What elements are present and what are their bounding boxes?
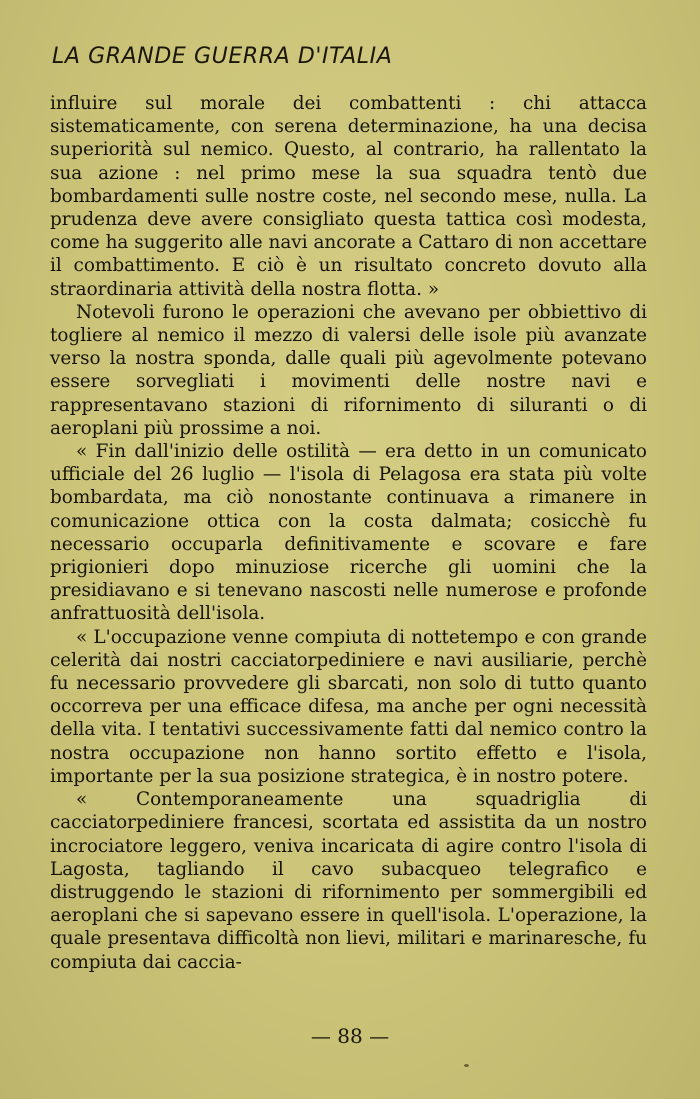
paper-speck xyxy=(464,1064,469,1067)
page-number: — 88 — xyxy=(310,1024,390,1048)
paragraph: « L'occupazione venne compiuta di nottetempo e con grande celerità dai nostri cacciatorpediniere e navi ausiliarie, perchè fu necessario provvedere gli sbarcati, non solo di tutto quanto occorreva per una efficace difesa, ma anche per ogni necessità della vita. I tentativi successivamente fatti dal nemico contro la nostra occupazione non hanno sortito effetto e l'isola, importante per la sua posizione strategica, è in nostro potere. xyxy=(50,626,647,787)
book-page xyxy=(50,0,650,1099)
running-head: LA GRANDE GUERRA D'ITALIA xyxy=(52,44,393,69)
paragraph: influire sul morale dei combattenti : chi attacca sistematicamente, con serena determinazione, ha una decisa superiorità sul nemico. Questo, al contrario, ha rallentato la sua azione : nel primo mese la sua squadra tentò due bombardamenti sulle nostre coste, nel secondo mese, nulla. La prudenza deve avere consigliato questa tattica così modesta, come ha suggerito alle navi ancorate a Cattaro di non accettare il combattimento. E ciò è un risultato concreto dovuto alla straordinaria attività della nostra flotta. » xyxy=(50,93,647,300)
body-text xyxy=(50,92,647,974)
paragraph: Notevoli furono le operazioni che avevano per obbiettivo di togliere al nemico il mezzo di valersi delle isole più avanzate verso la nostra sponda, dalle quali più agevolmente potevano essere sorvegliati i movimenti delle nostre navi e rappresentavano stazioni di rifornimento di siluranti o di aeroplani più prossime a noi. xyxy=(50,301,647,439)
paragraph: « Contemporaneamente una squadriglia di cacciatorpediniere francesi, scortata ed assistita da un nostro incrociatore leggero, veniva incaricata di agire contro l'isola di Lagosta, tagliando il cavo subacqueo telegrafico e distruggendo le stazioni di rifornimento per sommergibili ed aeroplani che si sapevano essere in quell'isola. L'operazione, la quale presentava difficoltà non lievi, militari e marinaresche, fu compiuta dai caccia- xyxy=(50,789,647,973)
paragraph: « Fin dall'inizio delle ostilità — era detto in un comunicato ufficiale del 26 luglio — l'isola di Pelagosa era stata più volte bombardata, ma ciò nonostante continuava a rimanere in comunicazione ottica con la costa dalmata; cosicchè fu necessario occuparla definitivamente e scovare e fare prigionieri dopo minuziose ricerche gli uomini che la presidiavano e si tenevano nascosti nelle numerose e profonde anfrattuosità dell'isola. xyxy=(50,441,647,625)
